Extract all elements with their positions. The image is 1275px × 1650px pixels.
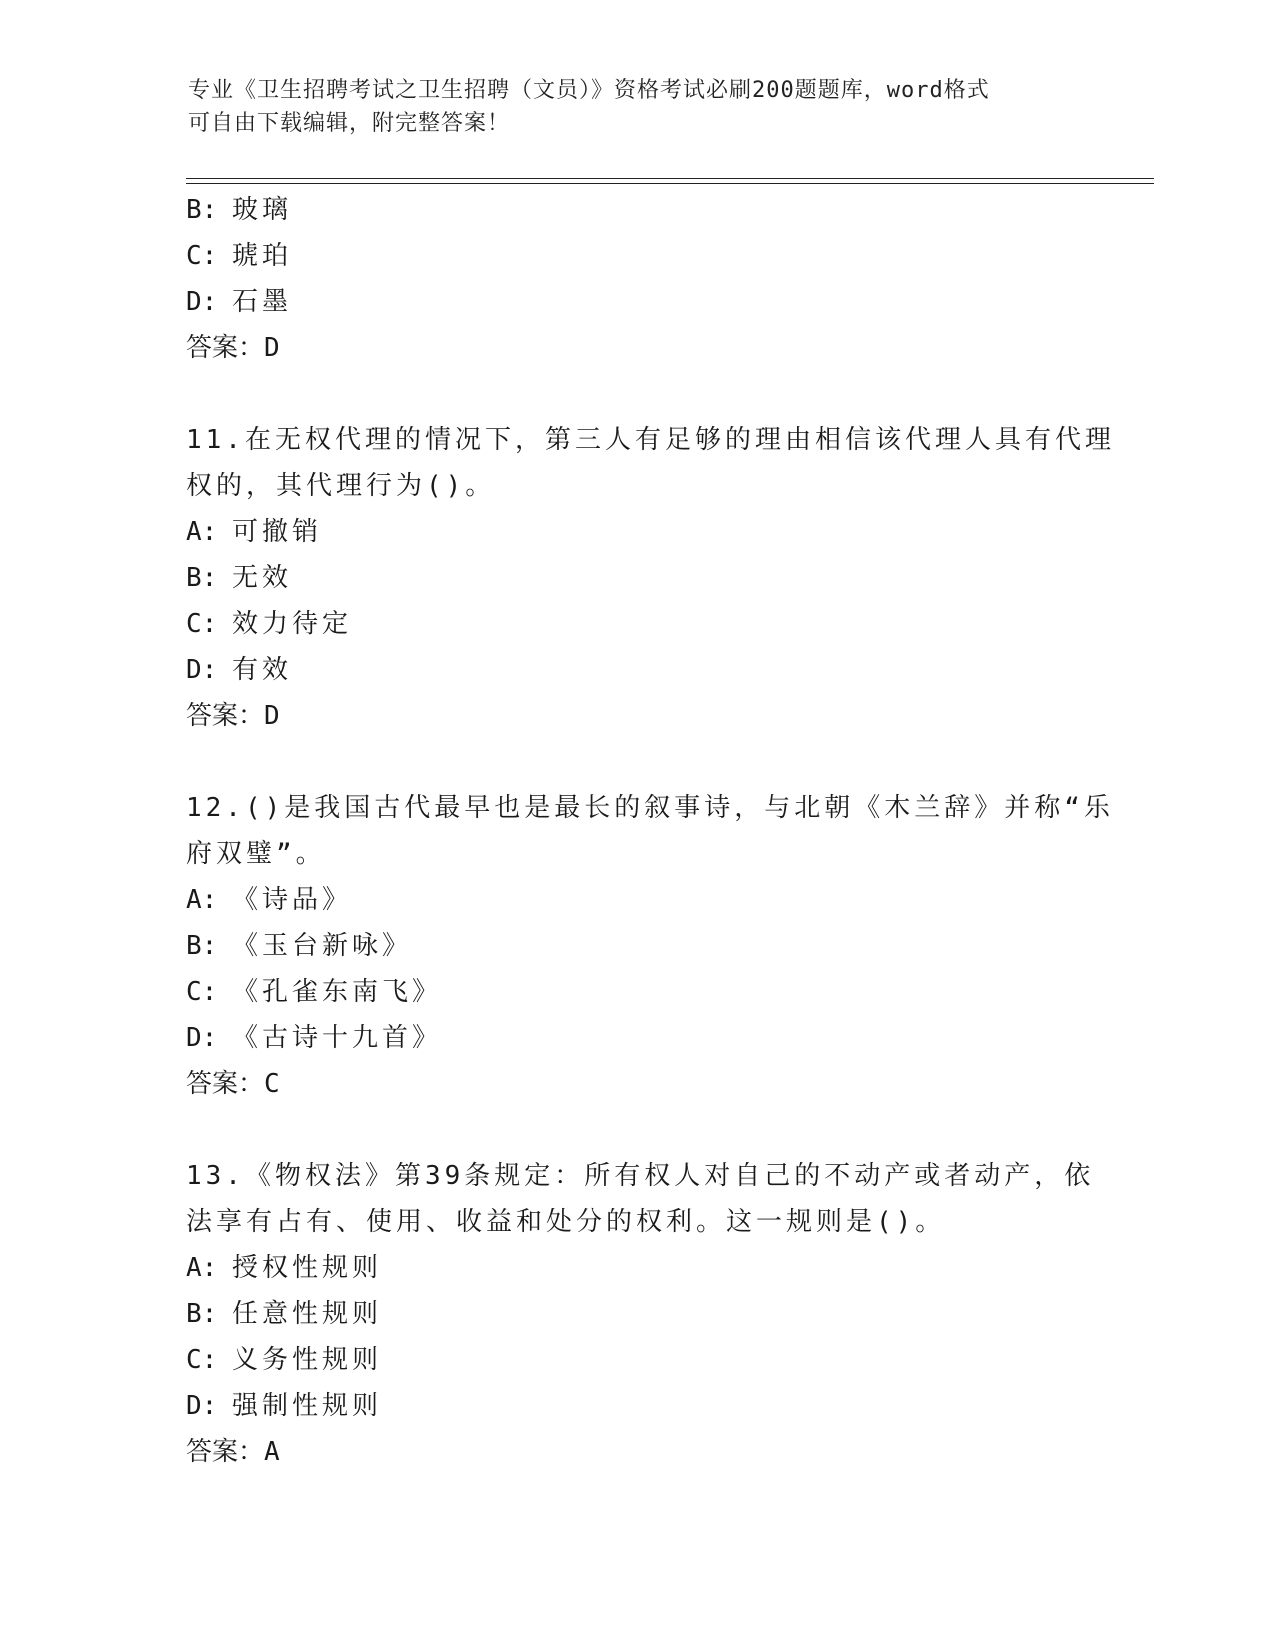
option-letter: B: [186,931,218,961]
answer-line: 答案：A [186,1437,280,1467]
option-text: 效力待定 [232,609,353,639]
option-c [186,969,1086,1015]
spacer [186,1107,1086,1153]
option-d [186,1383,1086,1429]
option-a [186,877,1086,923]
option-text: 义务性规则 [232,1345,383,1375]
spacer [186,739,1086,785]
option-letter: B: [186,563,218,593]
answer-line: 答案：C [186,1069,280,1099]
header-title-line-2: 可自由下载编辑，附完整答案！ [188,111,511,136]
option-text: 《孔雀东南飞》 [232,977,443,1007]
option-b [186,1291,1086,1337]
option-text: 琥珀 [232,241,293,271]
option-text: 任意性规则 [232,1299,383,1329]
option-a [186,509,1086,555]
option-letter: C: [186,241,218,271]
option-text: 有效 [232,655,293,685]
option-letter: D: [186,1023,218,1053]
header-double-rule [186,178,1154,184]
question-stem-line-2: 权的，其代理行为()。 [186,471,496,501]
option-letter: C: [186,1345,218,1375]
option-text: 强制性规则 [232,1391,383,1421]
option-d [186,647,1086,693]
question-stem-line-1: 13.《物权法》第39条规定：所有权人对自己的不动产或者动产，依 [186,1161,1095,1191]
answer-line: 答案：D [186,701,280,731]
option-letter: D: [186,1391,218,1421]
option-c [186,233,1086,279]
question-list [186,187,1115,1475]
question-stem-line-1: 11.在无权代理的情况下，第三人有足够的理由相信该代理人具有代理 [186,425,1115,455]
question-stem-line-2: 法享有占有、使用、收益和处分的权利。这一规则是()。 [186,1207,946,1237]
option-text: 《玉台新咏》 [232,931,413,961]
option-letter: B: [186,195,218,225]
option-letter: A: [186,517,218,547]
prev-question-block [186,187,1086,371]
option-letter: C: [186,609,218,639]
option-b [186,923,1086,969]
question-12 [186,785,1114,1107]
option-text: 无效 [232,563,293,593]
spacer [186,371,1086,417]
option-letter: A: [186,885,218,915]
question-stem-line-2: 府双璧”。 [186,839,326,869]
option-text: 《诗品》 [232,885,353,915]
option-letter: C: [186,977,218,1007]
header-title-line-1: 专业《卫生招聘考试之卫生招聘（文员）》资格考试必刷200题题库，word格式 [188,78,990,103]
option-letter: D: [186,287,218,317]
option-c [186,601,1086,647]
option-d [186,279,1086,325]
question-stem-line-1: 12.()是我国古代最早也是最长的叙事诗，与北朝《木兰辞》并称“乐 [186,793,1114,823]
option-text: 石墨 [232,287,293,317]
option-b [186,555,1086,601]
option-letter: B: [186,1299,218,1329]
question-13 [186,1153,1095,1475]
option-d [186,1015,1086,1061]
option-text: 授权性规则 [232,1253,383,1283]
option-text: 玻璃 [232,195,293,225]
document-header [188,74,1068,140]
option-b [186,187,1086,233]
option-text: 可撤销 [232,517,323,547]
option-c [186,1337,1086,1383]
option-text: 《古诗十九首》 [232,1023,443,1053]
option-letter: A: [186,1253,218,1283]
question-11 [186,417,1115,739]
option-a [186,1245,1086,1291]
answer-line: 答案：D [186,333,280,363]
option-letter: D: [186,655,218,685]
